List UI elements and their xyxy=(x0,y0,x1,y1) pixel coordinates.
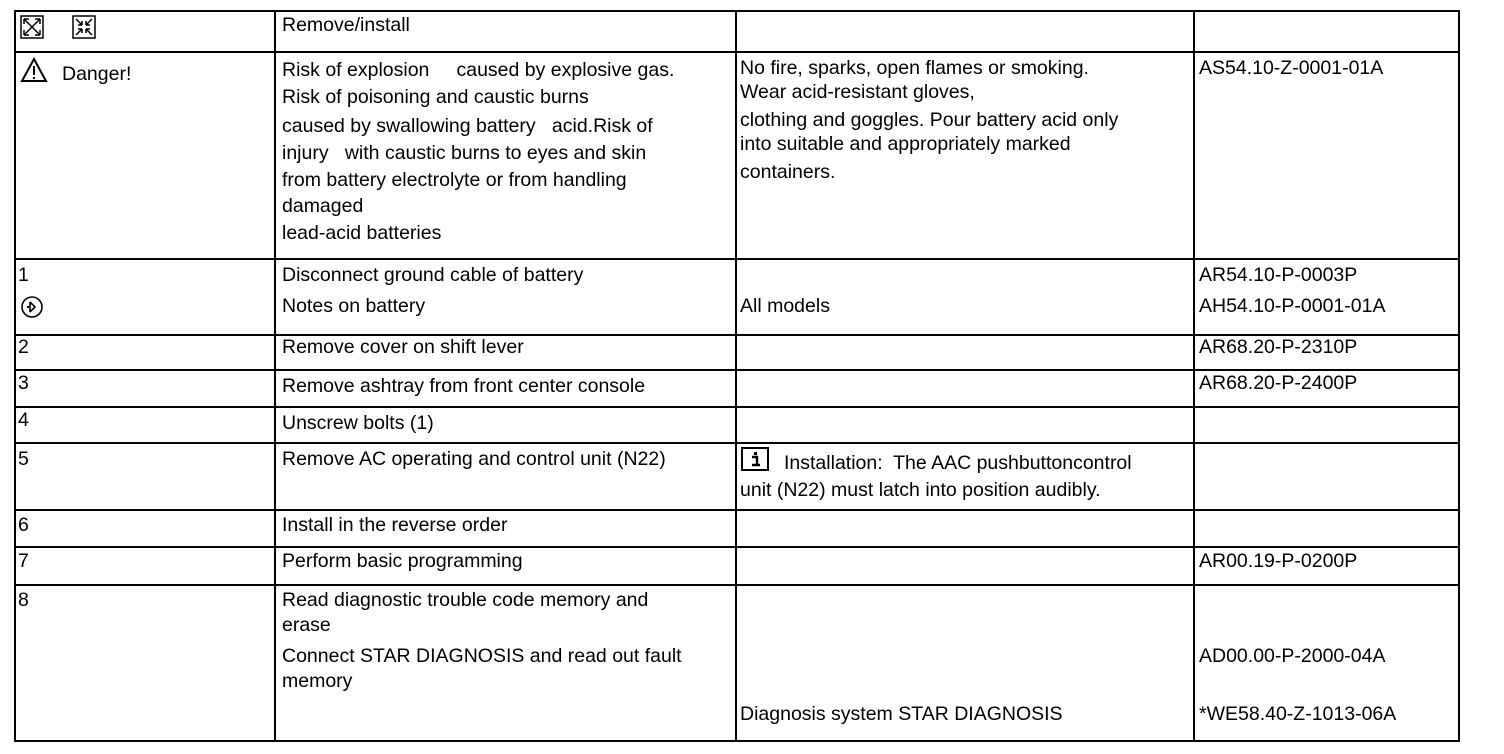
column-border xyxy=(274,10,276,742)
risk-line: from battery electrolyte or from handling xyxy=(282,169,627,191)
row-border xyxy=(14,10,1460,12)
step-ref: AR00.19-P-0200P xyxy=(1199,550,1358,572)
row-border xyxy=(14,258,1460,260)
sub-step-note: All models xyxy=(740,295,830,317)
step-text: Remove AC operating and control unit (N22) xyxy=(282,448,666,470)
step-ref: AR68.20-P-2310P xyxy=(1199,336,1358,358)
tool-note: Diagnosis system STAR DIAGNOSIS xyxy=(740,703,1063,725)
step-number: 5 xyxy=(18,448,29,470)
header-label: Remove/install xyxy=(282,14,410,36)
column-border xyxy=(1458,10,1460,742)
step-number: 8 xyxy=(18,589,29,611)
measure-line: Wear acid-resistant gloves, xyxy=(740,81,975,103)
step-note: Installation: The AAC pushbuttoncontrol xyxy=(784,452,1132,474)
step-note: unit (N22) must latch into position audibly. xyxy=(740,479,1101,501)
row-border xyxy=(14,509,1460,511)
row-border xyxy=(14,740,1460,742)
step-text: Remove ashtray from front center console xyxy=(282,375,646,397)
row-border xyxy=(14,584,1460,586)
step-text: Disconnect ground cable of battery xyxy=(282,264,584,286)
risk-line: Risk of poisoning and caustic burns xyxy=(282,86,589,108)
risk-line: damaged xyxy=(282,195,364,217)
step-number: 6 xyxy=(18,514,29,536)
notes-info-icon xyxy=(20,295,44,319)
danger-ref: AS54.10-Z-0001-01A xyxy=(1199,57,1384,79)
step-number: 7 xyxy=(18,550,29,572)
risk-line: lead-acid batteries xyxy=(282,222,442,244)
step-ref: AR68.20-P-2400P xyxy=(1199,372,1358,394)
row-border xyxy=(14,406,1460,408)
row-border xyxy=(14,442,1460,444)
risk-line: Risk of explosion caused by explosive gas. xyxy=(282,59,675,81)
sub-step-text: Connect STAR DIAGNOSIS and read out fault xyxy=(282,645,682,667)
measure-line: No fire, sparks, open flames or smoking. xyxy=(740,57,1089,79)
tool-ref: *WE58.40-Z-1013-06A xyxy=(1199,703,1397,725)
row-border xyxy=(14,51,1460,53)
column-border xyxy=(1193,10,1195,742)
risk-line: caused by swallowing battery acid.Risk of xyxy=(282,115,653,137)
step-text: Install in the reverse order xyxy=(282,514,508,536)
danger-label: Danger! xyxy=(62,63,132,85)
step-text: Read diagnostic trouble code memory and xyxy=(282,589,649,611)
row-border xyxy=(14,546,1460,548)
sub-step-ref: AH54.10-P-0001-01A xyxy=(1199,295,1386,317)
risk-line: injury with caustic burns to eyes and skin xyxy=(282,142,647,164)
step-number: 1 xyxy=(18,264,29,286)
column-border xyxy=(14,10,16,742)
step-ref: AR54.10-P-0003P xyxy=(1199,264,1358,286)
measure-line: containers. xyxy=(740,161,836,183)
step-text: Perform basic programming xyxy=(282,550,523,572)
step-number: 4 xyxy=(18,409,29,431)
remove-arrows-icon xyxy=(20,15,44,39)
install-arrows-icon xyxy=(72,15,96,39)
step-text: Unscrew bolts (1) xyxy=(282,412,434,434)
info-i-icon xyxy=(741,447,769,471)
measure-line: clothing and goggles. Pour battery acid only xyxy=(740,109,1119,131)
sub-step-ref: AD00.00-P-2000-04A xyxy=(1199,645,1386,667)
column-border xyxy=(735,10,737,742)
sub-step-text: memory xyxy=(282,670,353,692)
step-text: erase xyxy=(282,614,331,636)
sub-step-text: Notes on battery xyxy=(282,295,426,317)
step-text: Remove cover on shift lever xyxy=(282,336,524,358)
warning-triangle-icon xyxy=(20,57,48,83)
measure-line: into suitable and appropriately marked xyxy=(740,133,1071,155)
step-number: 2 xyxy=(18,336,29,358)
step-number: 3 xyxy=(18,372,29,394)
